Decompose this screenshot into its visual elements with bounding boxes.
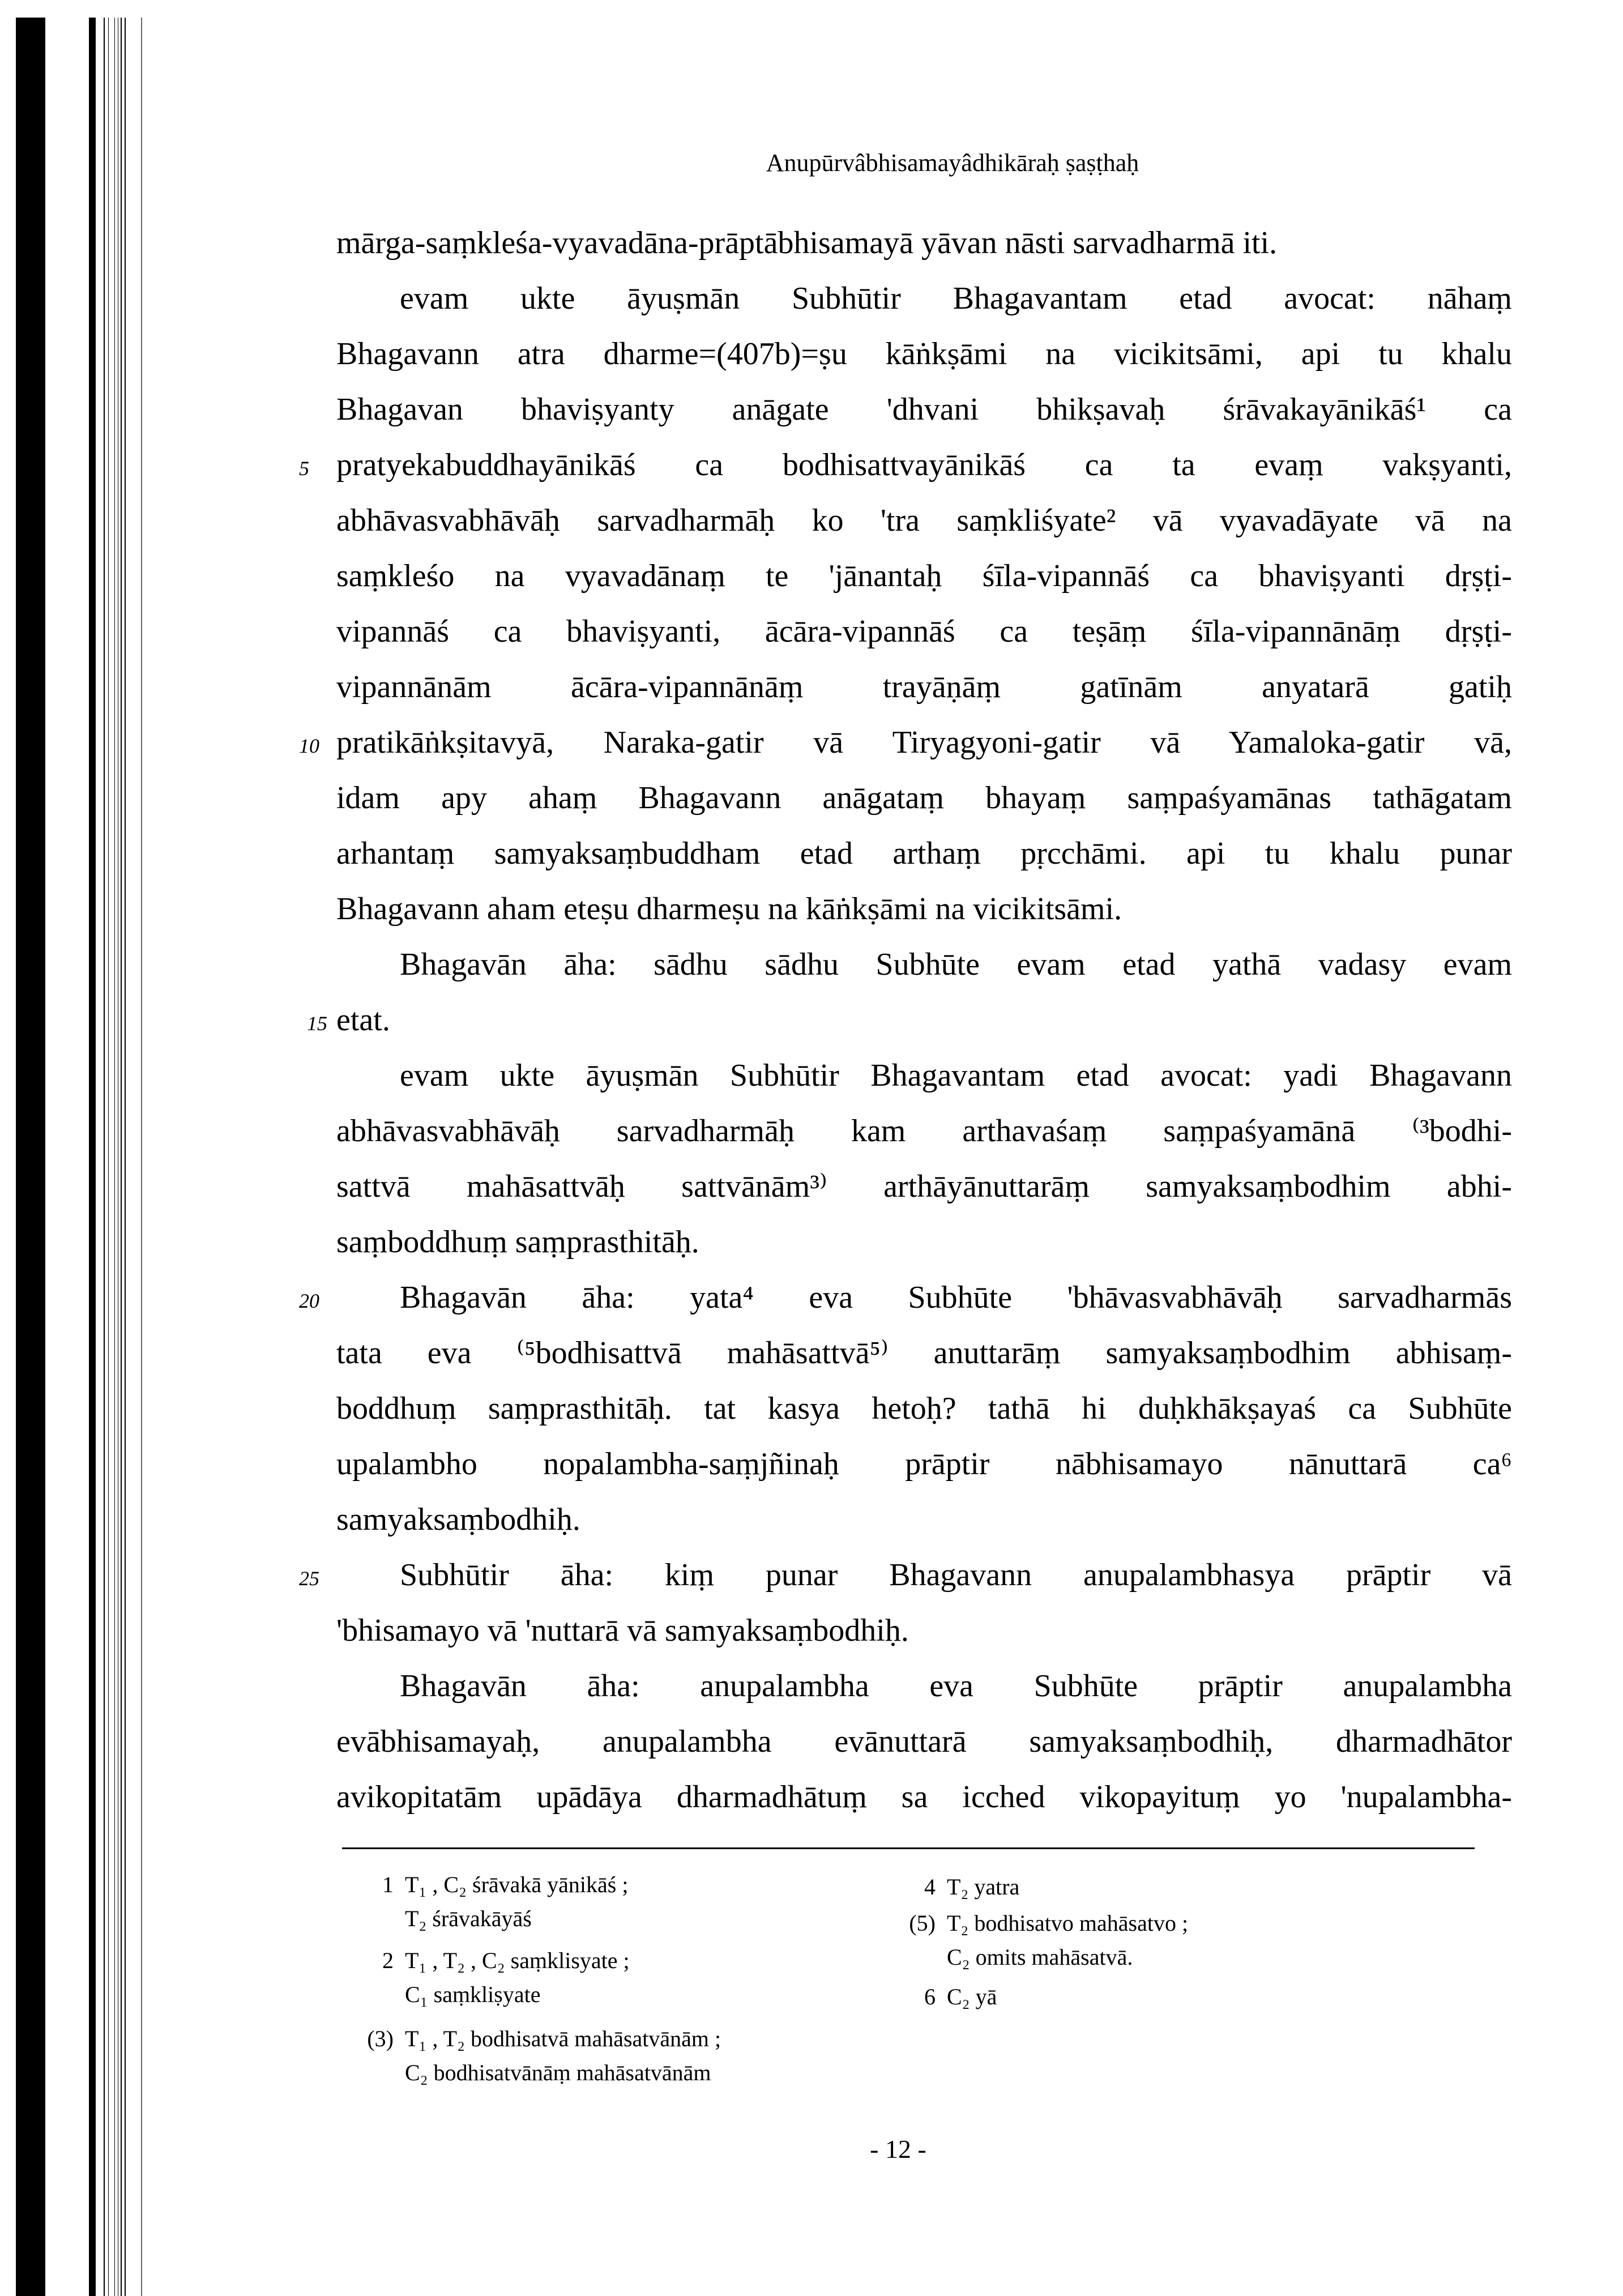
text-line	[336, 215, 1512, 271]
line-text: sattvā mahāsattvāḥ sattvānām³⁾ arthāyānuttarāṃ samyaksaṃbodhim abhi-	[336, 1169, 1512, 1204]
line-text: Bhagavān āha: sādhu sādhu Subhūte evam etad yathā vadasy evam	[400, 947, 1512, 982]
line-text: saṃkleśo na vyavadānaṃ te 'jānantaḥ śīla-vipannāś ca bhaviṣyanti dṛṣṭi-	[336, 558, 1512, 594]
footnote-separator	[342, 1847, 1475, 1849]
text-line	[336, 326, 1512, 382]
line-text: Bhagavan bhaviṣyanty anāgate 'dhvani bhikṣavaḥ śrāvakayānikāś¹ ca	[336, 392, 1512, 427]
footnote	[367, 2022, 721, 2090]
line-text: abhāvasvabhāvāḥ sarvadharmāḥ ko 'tra saṃkliśyate² vā vyavadāyate vā na	[336, 503, 1512, 538]
line-text: arhantaṃ samyaksaṃbuddham etad arthaṃ pṛcchāmi. api tu khalu punar	[336, 836, 1512, 871]
text-line	[336, 770, 1512, 826]
scan-black-bar	[16, 18, 45, 2296]
text-line	[299, 437, 1512, 493]
line-text: abhāvasvabhāvāḥ sarvadharmāḥ kam arthavaśaṃ saṃpaśyamānā ⁽³bodhi-	[336, 1113, 1512, 1149]
scan-line	[141, 18, 142, 2296]
text-line	[336, 1159, 1512, 1214]
line-number: 25	[299, 1567, 319, 1590]
scan-line	[121, 18, 122, 2296]
line-text: vipannāś ca bhaviṣyanti, ācāra-vipannāś ca teṣāṃ śīla-vipannānāṃ dṛṣṭi-	[336, 614, 1512, 649]
text-line	[336, 881, 1512, 937]
text-line	[336, 1436, 1512, 1492]
line-text: pratyekabuddhayānikāś ca bodhisattvayānikāś ca ta evaṃ vakṣyanti,	[336, 447, 1512, 483]
text-line	[336, 493, 1512, 548]
text-line	[336, 1492, 1512, 1547]
line-text: upalambho nopalambha-saṃjñinaḥ prāptir nābhisamayo nānuttarā ca⁶	[336, 1446, 1512, 1482]
scan-line	[89, 18, 96, 2296]
text-line	[336, 1048, 1512, 1103]
line-text: Bhagavān āha: yata⁴ eva Subhūte 'bhāvasvabhāvāḥ sarvadharmās	[400, 1280, 1512, 1315]
line-text: pratikāṅkṣitavyā, Naraka-gatir vā Tiryagyoni-gatir vā Yamaloka-gatir vā,	[336, 725, 1512, 760]
text-line	[336, 271, 1512, 326]
footnote-text: C₁ saṃkliṣyate	[405, 1982, 541, 2007]
line-text: Bhagavann aham eteṣu dharmeṣu na kāṅkṣāmi na vicikitsāmi.	[336, 891, 1122, 927]
line-text: 'bhisamayo vā 'nuttarā vā samyaksaṃbodhiḥ.	[336, 1613, 909, 1648]
footnote-marker: 4	[924, 1874, 936, 1900]
line-text: vipannānām ācāra-vipannānāṃ trayāṇāṃ gatīnām anyatarā gatiḥ	[336, 669, 1512, 705]
line-text: Bhagavān āha: anupalambha eva Subhūte prāptir anupalambha	[400, 1668, 1512, 1704]
line-number: 5	[299, 457, 309, 480]
text-line	[336, 1381, 1512, 1436]
text-line	[336, 1603, 1512, 1658]
footnote	[924, 1980, 997, 2014]
footnote-marker: (5)	[909, 1910, 936, 1936]
scan-line	[114, 18, 115, 2296]
footnote-marker: 2	[382, 1948, 394, 1973]
text-line	[336, 1714, 1512, 1769]
text-line	[307, 992, 1512, 1048]
line-text: samyaksaṃbodhiḥ.	[336, 1502, 580, 1537]
footnote-text: T₂ śrāvakāyāś	[405, 1906, 532, 1931]
footnote-text: C₂ omits mahāsatvā.	[947, 1944, 1133, 1970]
text-line	[336, 1769, 1512, 1825]
footnote	[924, 1870, 1020, 1904]
footnote-marker: (3)	[367, 2026, 394, 2051]
text-line	[336, 826, 1512, 881]
line-text: evābhisamayaḥ, anupalambha evānuttarā samyaksaṃbodhiḥ, dharmadhātor	[336, 1724, 1512, 1759]
line-text: mārga-saṃkleśa-vyavadāna-prāptābhisamayā yāvan nāsti sarvadharmā iti.	[336, 225, 1278, 261]
footnote-text: T₁ , C₂ śrāvakā yānikāś ;	[405, 1872, 629, 1897]
line-text: evam ukte āyuṣmān Subhūtir Bhagavantam etad avocat: yadi Bhagavann	[400, 1058, 1512, 1093]
footnote-text: C₂ bodhisatvānāṃ mahāsatvānām	[405, 2060, 711, 2085]
footnote	[382, 1944, 630, 2012]
line-text: boddhuṃ saṃprasthitāḥ. tat kasya hetoḥ? tathā hi duḥkhākṣayaś ca Subhūte	[336, 1391, 1512, 1426]
text-line	[336, 659, 1512, 715]
text-line	[336, 548, 1512, 604]
line-text: idam apy ahaṃ Bhagavann anāgataṃ bhayaṃ saṃpaśyamānas tathāgatam	[336, 780, 1512, 816]
text-line	[299, 1270, 1512, 1325]
text-line	[299, 715, 1512, 770]
line-text: tata eva ⁽⁵bodhisattvā mahāsattvā⁵⁾ anuttarāṃ samyaksaṃbodhim abhisaṃ-	[336, 1335, 1512, 1371]
page-number: - 12 -	[870, 2135, 926, 2163]
footnote-marker: 1	[382, 1872, 394, 1897]
main-text	[299, 215, 1512, 1825]
line-text: saṃboddhuṃ saṃprasthitāḥ.	[336, 1224, 699, 1260]
footnote	[909, 1906, 1189, 1974]
footnote-text: T₂ yatra	[947, 1874, 1020, 1900]
text-line	[336, 937, 1512, 992]
footnote	[382, 1868, 629, 1936]
footnote-text: T₁ , T₂ bodhisatvā mahāsatvānām ;	[405, 2026, 721, 2051]
text-line	[336, 1103, 1512, 1159]
line-text: Bhagavann atra dharme=(407b)=ṣu kāṅkṣāmi na vicikitsāmi, api tu khalu	[336, 336, 1512, 372]
text-line	[336, 1325, 1512, 1381]
scan-line	[108, 18, 109, 2296]
text-line	[336, 1214, 1512, 1270]
footnote-text: T₁ , T₂ , C₂ saṃklisyate ;	[405, 1948, 630, 1973]
line-text: avikopitatām upādāya dharmadhātuṃ sa icched vikopayituṃ yo 'nupalambha-	[336, 1779, 1512, 1815]
text-line	[336, 1658, 1512, 1714]
text-line	[336, 382, 1512, 437]
footnote-text: T₂ bodhisatvo mahāsatvo ;	[947, 1910, 1189, 1936]
running-header: Anupūrvâbhisamayâdhikāraḥ ṣaṣṭhaḥ	[766, 149, 1139, 177]
line-number: 20	[299, 1290, 319, 1312]
line-number: 15	[307, 1012, 327, 1035]
footnote-marker: 6	[924, 1984, 936, 2009]
text-line	[336, 604, 1512, 659]
scan-line	[125, 18, 126, 2296]
line-text: evam ukte āyuṣmān Subhūtir Bhagavantam etad avocat: nāhaṃ	[400, 281, 1512, 316]
line-text: etat.	[336, 1002, 390, 1038]
line-number: 10	[299, 735, 319, 757]
text-line	[299, 1547, 1512, 1603]
scan-line	[104, 18, 105, 2296]
line-text: Subhūtir āha: kiṃ punar Bhagavann anupalambhasya prāptir vā	[400, 1557, 1512, 1593]
footnote-text: C₂ yā	[947, 1984, 997, 2009]
